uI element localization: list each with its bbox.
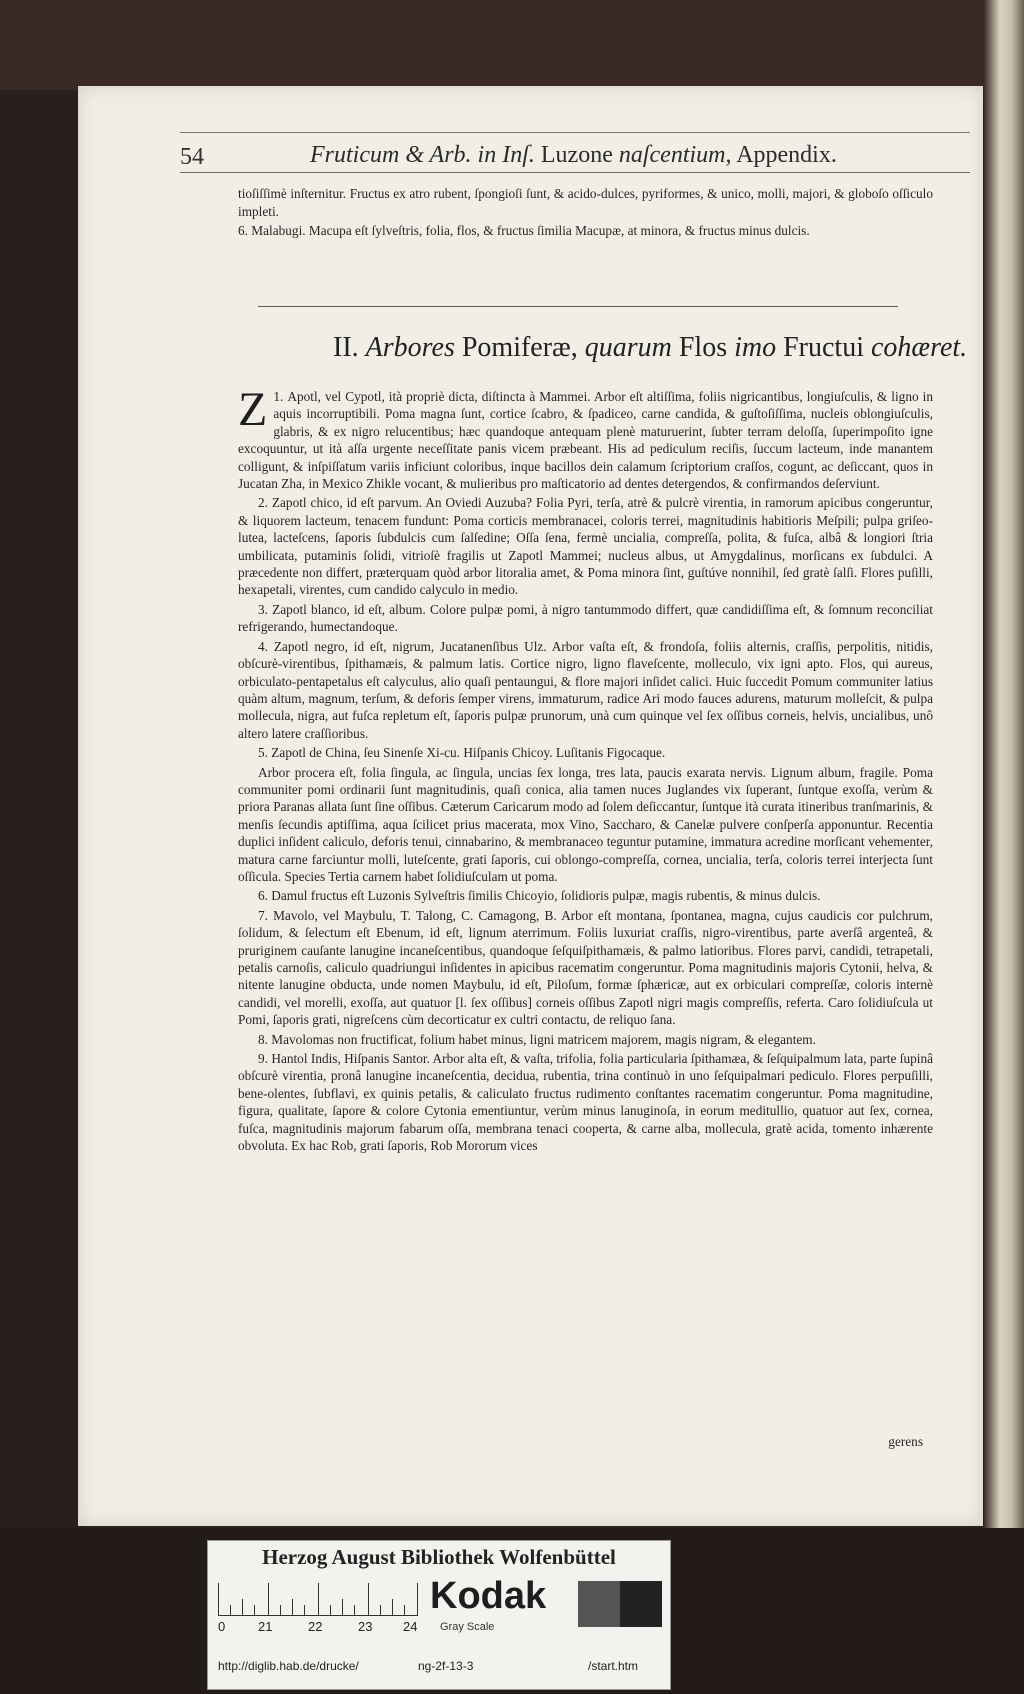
scan-background-top — [0, 0, 1024, 90]
heading-word: cohæret. — [871, 332, 968, 363]
library-name: Herzog August Bibliothek Wolfenbüttel — [262, 1545, 616, 1569]
section-divider — [258, 306, 898, 307]
intro-paragraph: tioſiſſimè inſternitur. Fructus ex atro rubent, ſpongioſi ſunt, & acido-dulces, pyriformes, & unico, molli, majori, & globoſo oſſiculo impleti. — [238, 186, 933, 219]
ruler-number: 24 — [403, 1619, 418, 1634]
heading-word: imo — [734, 332, 777, 363]
ruler-number: 21 — [258, 1619, 273, 1634]
running-head-part: Appendix. — [736, 142, 837, 168]
color-calibration-bar — [207, 1540, 671, 1690]
kodak-logo: Kodak — [430, 1575, 547, 1617]
book-page — [78, 86, 983, 1526]
paragraph: 4. Zapotl negro, id eſt, nigrum, Jucatanenſibus Ulz. Arbor vaſta eſt, & frondoſa, foliis alternis, craſſis, perpolitis, nitidis, obſcurè-virentibus, ſpithamæis, & palmum latis. Cortice nigro, ligno flaveſcente, molleculo, vix igni apto. Flos, qui aureus, orbiculato-pentapetalus eſt calyculus, alio quaſi pentaungui, & flore majori inſidet calici. Huic ſuccedit Pomum communiter latius quàm altum, magnum, terſum, & deforis ſemper virens, immaturum, radice Ari modo fauces adurens, maturum molleſcit, & pulpa mollecula, nigra, aut fuſca repletum eſt, ſaporis pulpæ prunorum, unà cum quinque vel ſex oſſibus corneis, helvis, uncialibus, unô altero latere craſſioribus. — [238, 638, 933, 741]
paragraph: 7. Mavolo, vel Maybulu, T. Talong, C. Camagong, B. Arbor eſt montana, ſpontanea, magna, cujus caudicis cor pulchrum, ſolidum, & ſelectum eſt Ebenum, id eſt, lignum aterrimum. Foliis luxuriat craſſis, nigro-virentibus, parte averſâ argenteâ, & pruriginem cauſante lanugine incaneſcentibus, quandoque ſeſquiſpithamæis, & palmo latioribus. Flores parvi, candidi, tetrapetali, petalis carnoſis, caliculo quadriungui inſidentes in apicibus racematim congeruntur. Poma magnitudinis majoris Cytonii, helva, & nitente lanugine obducta, unde nomen Maybulu, id eſt, Piloſum, formæ ſphæricæ, aut ex orbiculari compreſſæ, coloris internè candidi, vel morelli, exoſſa, aut quatuor [l. ſex oſſibus] corneis oſſibus Zapotl nigri magis compreſſis, referta. Caro ſolidiuſcula ut Pomi, ſaporis grati, nigreſcens cùm decorticatur ex cultri contactu, de reliquo ſana. — [238, 907, 933, 1028]
gray-scale-label: Gray Scale — [440, 1621, 495, 1633]
page-number: 54 — [180, 144, 204, 170]
header-rule — [180, 132, 970, 133]
paragraph: 9. Hantol Indis, Hiſpanis Santor. Arbor alta eſt, & vaſta, trifolia, folia particularia ſpithamæa, & ſeſquipalmum lata, parte ſupinâ obſcurè virentia, pronâ lanugine incaneſcentia, decidua, rubentia, trina continuò in uno ſeſquipalmari pediculo. Flores perpuſilli, bene-olentes, ſubflavi, ex quinis petalis, & caliculato fructus rudimento conſtantes racematim congeruntur. Poma magnitudine, figura, qualitate, ſapore & colore Cytonia ementiuntur, verùm minus lanuginoſa, in eorum meditullio, quatuor aut ſex, cornea, fuſca, magnitudinis majorum fabarum oſſa, membrana tenaci cooperta, & carne alba, mollecula, gratè acida, tomento inhærente obvoluta. Ex hac Rob, grati ſaporis, Rob Mororum vices — [238, 1051, 933, 1154]
heading-word: quarum — [584, 332, 672, 363]
body-text — [238, 383, 934, 1156]
library-url: http://diglib.hab.de/drucke/ — [218, 1659, 359, 1673]
running-head-part: Luzone — [540, 142, 613, 168]
section-heading — [333, 332, 967, 364]
shelfmark-code: ng-2f-13-3 — [418, 1659, 474, 1673]
paragraph: Arbor procera eſt, folia ſingula, ac ſingula, uncias ſex longa, tres lata, paucis exarata nervis. Lignum album, fragile. Poma communiter pomi ordinarii ſunt magnitudinis, quaſi conica, alia tamen nuces Juglandes vix ſuperant, ſuntque exoſſa, verùm & priora Paranas allata ſunt ſine oſſibus. Cæterum Caricarum modo ad ſolem deſiccantur, ſuntque ità curata itineribus tranſmarinis, & menſis ſecundis aptiſſima, aqua ſcilicet prius macerata, mox Vino, Saccharo, & Canelæ pulvere conſperſa apponuntur. Recentia duplici inſident caliculo, deforis tenui, cinnabarino, & membranaceo teguntur putamine, immatura acredine morſicant vehementer, matura carne farciuntur molli, luteſcente, grati ſaporis, cui oblongo-compreſſa, cornea, uncialia, terſa, coloris terrei interjecta ſunt oſſicula. Species Tertia carnem habet ſolidiuſculam ut poma. — [238, 764, 933, 884]
heading-word: Flos — [678, 332, 728, 363]
book-edge — [984, 0, 1024, 1694]
running-head-part: naſcentium, — [618, 142, 732, 168]
start-page-link: /start.htm — [588, 1659, 639, 1673]
intro-paragraph: 6. Malabugi. Macupa eſt ſylveſtris, folia, flos, & fructus ſimilia Macupæ, at minora, & fructus minus dulcis. — [238, 223, 810, 238]
section-number: II. — [333, 332, 359, 363]
drop-cap: Z — [238, 383, 268, 436]
black-swatch — [620, 1581, 662, 1627]
ruler-scale — [218, 1583, 418, 1616]
page-header — [180, 138, 970, 173]
paragraph: 3. Zapotl blanco, id eſt, album. Colore pulpæ pomi, à nigro tantummodo differt, quæ candidiſſima eſt, & ſomnum reconciliat refrigerando, humectandoque. — [238, 601, 933, 635]
paragraph-number: 1. — [273, 389, 284, 404]
paragraph-text: Apotl, vel Cypotl, ità propriè dicta, diſtincta à Mammei. Arbor eſt altiſſima, foliis nigricantibus, longiuſculis, & ligno in aquis incorruptibili. Poma magna ſunt, cortice ſcabro, & ſpadiceo, carne candida, & guſtoſiſſima, nucleis oblongiuſculis, glabris, & ex nigro relucentibus; hæc quandoque antequam plenè maturuerint, ſubter terram deloſſa, ſuperimpoſito igne excoquuntur, ut ità aſſa urgente neceſſitate panis vicem præbeant. His ad pediculum reciſis, ſuccum lacteum, inde manantem colligunt, & inſpiſſatum variis inficiunt coloribus, inque bacillos dein calamum ſcriptorium craſſos, cogunt, ac deſiccant, quos in Jucatan Zha, in Mexico Zhikle vocant, & mulieribus pro maſticatorio ad dentes detergendos, & confirmandos deſerviunt. — [238, 389, 934, 492]
heading-word: Pomiferæ, — [461, 332, 578, 363]
paragraph: 5. Zapotl de China, ſeu Sinenſe Xi-cu. Hiſpanis Chicoy. Luſitanis Figocaque. — [258, 745, 666, 761]
gray-swatch — [578, 1581, 620, 1627]
running-head-part: Fruticum & Arb. in Inſ. — [310, 142, 535, 168]
heading-word: Arbores — [365, 332, 455, 363]
paragraph: 6. Damul fructus eſt Luzonis Sylveſtris ſimilis Chicoyio, ſolidioris pulpæ, magis rubentis, & minus dulcis. — [258, 888, 821, 904]
catchword: gerens — [888, 1434, 923, 1449]
running-head — [310, 142, 837, 169]
paragraph: 8. Mavolomas non fructificat, folium habet minus, ligni matricem majorem, magis nigram, & elegantem. — [258, 1031, 816, 1047]
paragraph — [238, 383, 934, 492]
ruler-number: 0 — [218, 1619, 226, 1634]
ruler-number: 22 — [308, 1619, 323, 1634]
heading-word: Fructui — [783, 332, 864, 363]
paragraph: 2. Zapotl chico, id eſt parvum. An Oviedi Auzuba? Folia Pyri, terſa, atrè & pulcrè virentia, in ramorum apicibus congeruntur, & liquorem lacteum, tenacem fundunt: Poma corticis membranacei, coloris terrei, magnitudinis habitioris Meſpili; pulpa griſeo-lutea, lacteſcens, ſaporis ſubdulcis cum ſalſedine; Oſſa ſena, fermè uncialia, compreſſa, polita, & fuſca, albâ & longiori ſtria umbilicata, putaminis ſolidi, vitrioſè fragilis ut Zapotl Mammei; nucleus albus, ut Amygdalinus, morſicans ex ſubdulci. A præcedente non differt, præterquam quòd arbor litoralia amet, & Poma minora ſint, guſtúve nonnihil, ſed gratè ſalſi. Flores puſilli, hexapetali, virentes, cum candido calyculo in medio. — [238, 495, 933, 598]
ruler-number: 23 — [358, 1619, 373, 1634]
